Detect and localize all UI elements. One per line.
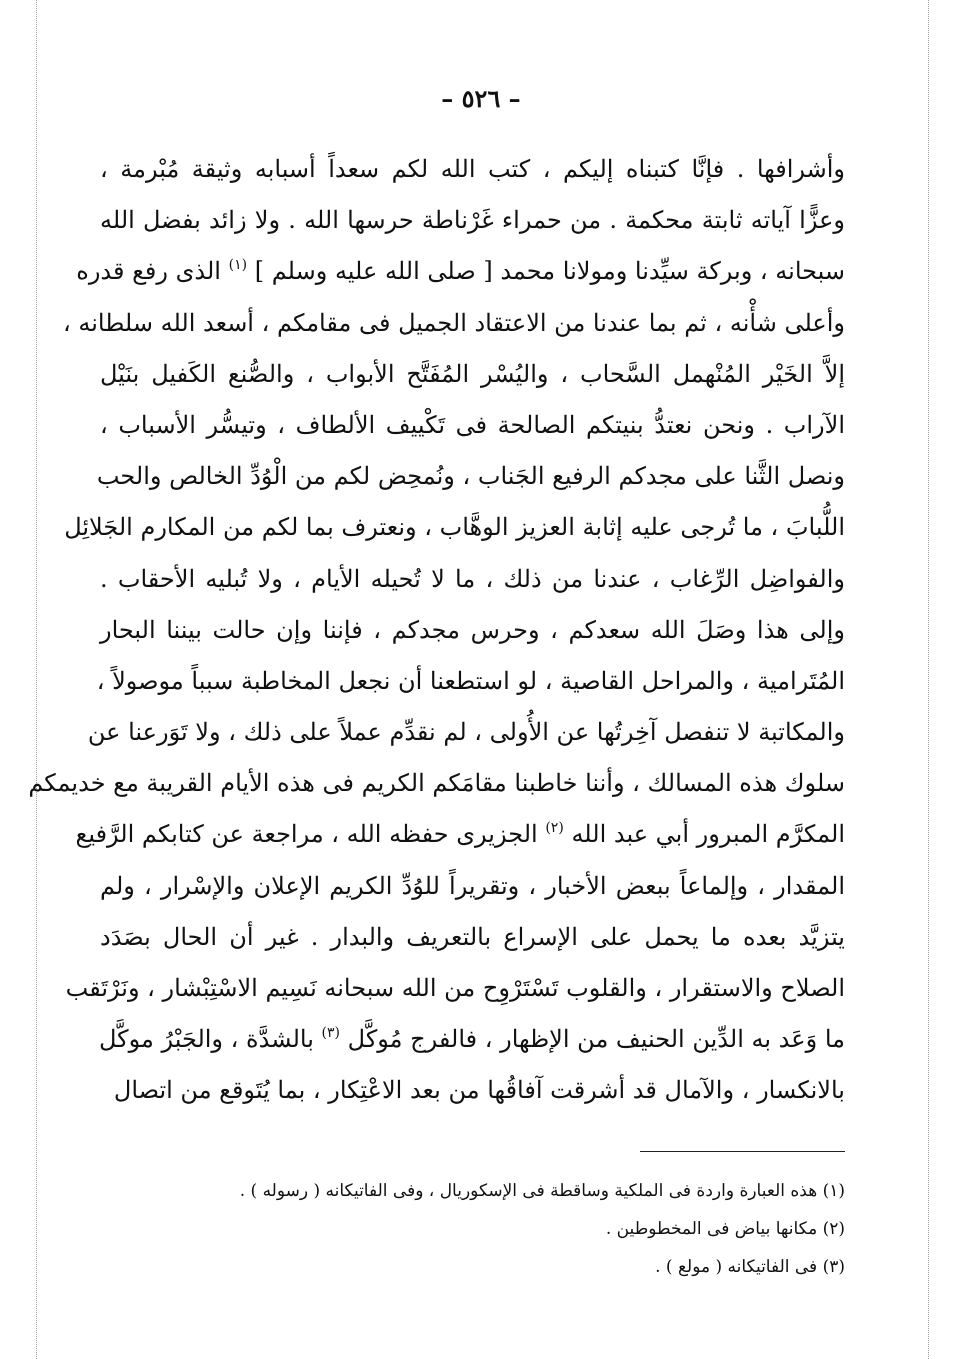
body-line-8: اللُّبابَ ، ما تُرجى عليه إثابة العزيز الوهَّاب ، ونعترف بما لكم من المكارم الجَلائِل	[64, 513, 845, 542]
body-line-9: والفواضِل الرِّغاب ، عندنا من ذلك ، ما لا تُحيله الأيام ، ولا تُبليه الأحقاب .	[100, 564, 845, 593]
body-line-1: وأشرافها . فإنَّا كتبناه إليكم ، كتب الله لكم سعداً أسبابه وثيقة مُبْرمة ،	[100, 155, 845, 183]
left-scan-edge	[36, 0, 37, 1359]
page-number: – ٥٢٦ –	[441, 84, 521, 113]
line-14-end: الجزيرى حفظه الله ، مراجعة عن كتابكم الرَّفيع	[75, 820, 538, 849]
body-line-13: سلوك هذه المسالك ، وأننا خاطبنا مقامَكم الكريم فى هذه الأيام القريبة مع خديمكم	[28, 769, 845, 798]
body-line-14	[75, 809, 845, 860]
body-line-11: المُتَرامية ، والمراحل القاصية ، لو استطعنا أن نجعل المخاطبة سبباً موصولاً ،	[96, 666, 845, 695]
footnote-3: (٣) فى الفاتيكانه ( مولع ) .	[655, 1257, 845, 1277]
footnote-separator	[640, 1151, 845, 1152]
body-line-4: وأعلى شأْنه ، ثم بما عندنا من الاعتقاد الجميل فى مقامكم ، أسعد الله سلطانه ،	[62, 308, 845, 337]
line-3-end: الذى رفع قدره	[76, 257, 221, 286]
body-line-12: والمكاتبة لا تنفصل آخِرتُها عن الأُولى ، لم نقدِّم عملاً على ذلك ، ولا تَوَرعنا عن	[87, 718, 845, 747]
body-line-18	[100, 1014, 845, 1065]
footnotes	[239, 1172, 845, 1286]
body-line-5: إلاَّ الخَيْر المُنْهمل السَّحاب ، واليُسْر المُفَتَّح الأبواب ، والصُّنع الكَفيل بنَيْل	[100, 359, 845, 388]
footnote-2: (٢) مكانها بياض فى المخطوطين .	[605, 1219, 845, 1239]
body-text	[28, 144, 845, 1117]
line-18-start: ما وَعَد به الدِّين الحنيف من الإظهار ، فالفرج مُوكَّل	[347, 1025, 845, 1054]
footnote-marker-3: (٣)	[321, 1025, 341, 1042]
body-line-6: الآراب . ونحن نعتدُّ بنيتكم الصالحة فى تَكْييف الألطاف ، وتيسُّر الأسباب ،	[100, 410, 845, 439]
line-14-start: المكرَّم المبرور أبي عبد الله	[571, 820, 845, 849]
footnote-1: (١) هذه العبارة واردة فى الملكية وساقطة فى الإسكوريال ، وفى الفاتيكانه ( رسوله ) .	[239, 1181, 845, 1201]
body-line-2: وعزًّا آياته ثابتة محكمة . من حمراء غَرْناطة حرسها الله . ولا زائد بفضل الله	[100, 206, 845, 235]
body-line-7: ونصل الثَّنا على مجدكم الرفيع الجَناب ، ونُمحِض لكم من الْوُدِّ الخالص والحب	[96, 462, 845, 491]
line-3-start: سبحانه ، وبركة سيِّدنا ومولانا محمد [ صلى الله عليه وسلم ]	[254, 257, 845, 286]
line-18-end: بالشدَّة ، والجَبْرُ موكَّل	[98, 1025, 314, 1054]
body-line-17: الصلاح والاستقرار ، والقلوب تَسْتَرْوِح من الله سبحانه نَسِيم الاسْتِبْشار ، ونَرْتَقب	[65, 974, 845, 1002]
body-line-15: المقدار ، وإلماعاً ببعض الأخبار ، وتقريراً للوُدِّ الكريم الإعلان والإسْرار ، ولم	[100, 871, 845, 900]
right-scan-edge	[928, 0, 929, 1359]
body-line-10: وإلى هذا وصَلَ الله سعدكم ، وحرس مجدكم ، فإننا وإن حالت بيننا البحار	[100, 615, 845, 644]
body-line-19: بالانكسار ، والآمال قد أشرقت آفاقُها من بعد الاعْتِكار ، بما يُتَوقع من اتصال	[113, 1076, 845, 1105]
body-line-16: يتزيَّد بعده ما يحمل على الإسراع بالتعريف والبدار . غير أن الحال بصَدَد	[100, 922, 845, 951]
footnote-marker-1: (١)	[228, 257, 248, 274]
footnote-marker-2: (٢)	[545, 820, 564, 837]
body-line-3	[76, 246, 845, 297]
